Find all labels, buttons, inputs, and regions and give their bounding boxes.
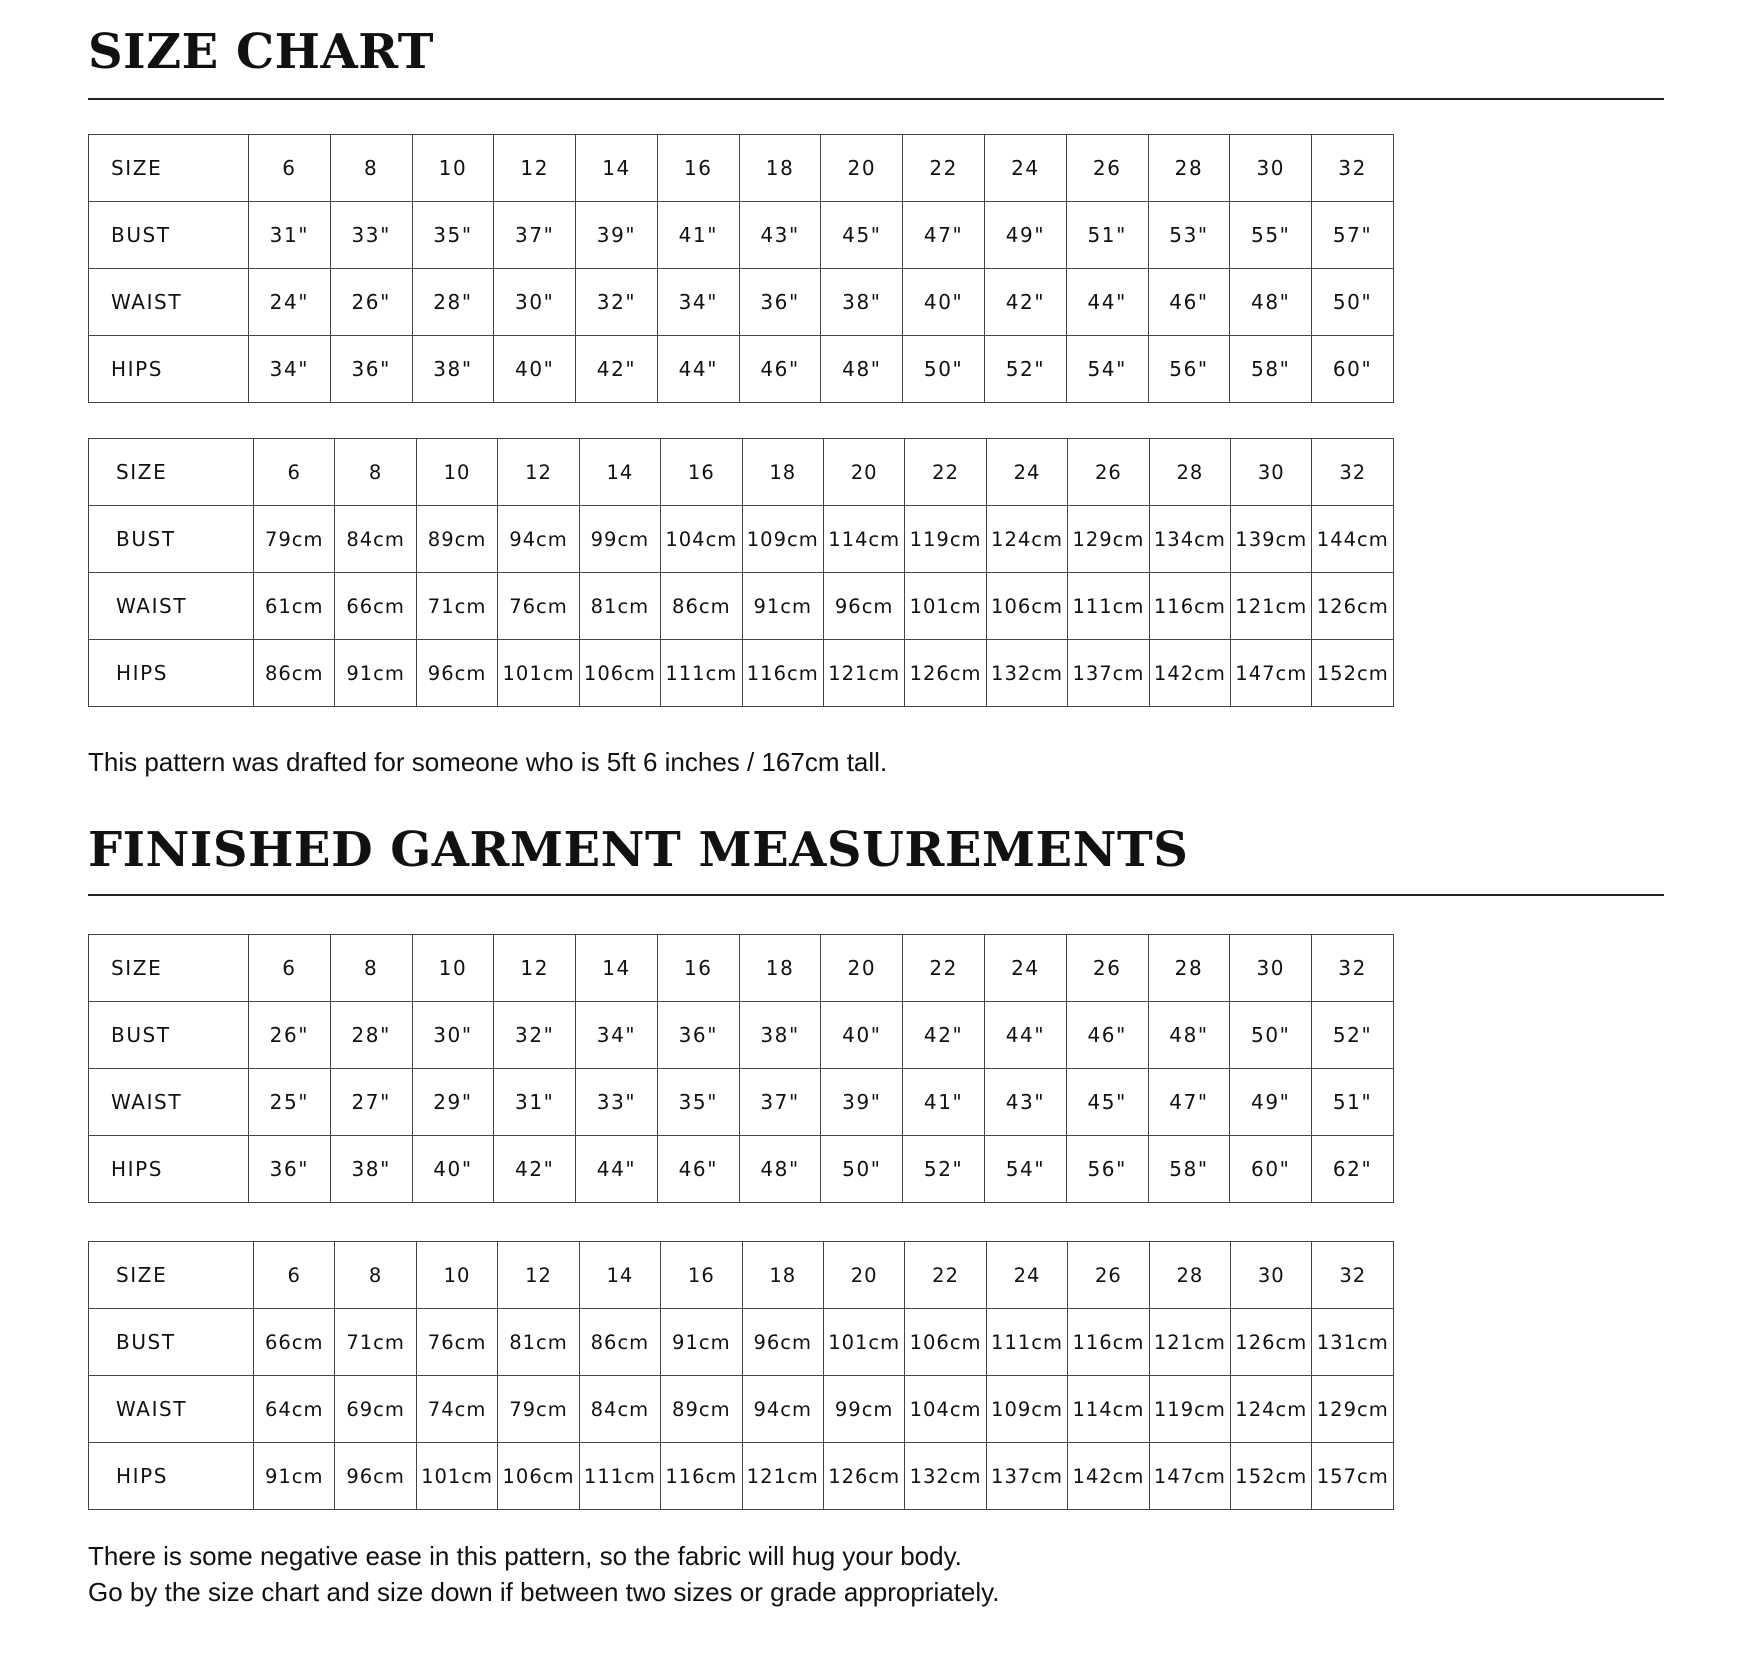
size-cell: 28	[1149, 1242, 1230, 1309]
measurement-row-bust	[89, 506, 1394, 573]
size-cell: 30	[1230, 135, 1312, 202]
measurement-cell: 109cm	[742, 506, 823, 573]
size-cell: 6	[249, 135, 331, 202]
row-label: WAIST	[89, 1376, 254, 1443]
size-cell: 10	[416, 439, 497, 506]
measurement-cell: 84cm	[579, 1376, 660, 1443]
measurement-cell: 119cm	[1149, 1376, 1230, 1443]
size-header-row	[89, 1242, 1394, 1309]
measurement-cell: 36"	[330, 336, 412, 403]
measurement-cell: 28"	[330, 1002, 412, 1069]
size-chart-inches-table	[88, 134, 1394, 403]
size-header-row	[89, 135, 1394, 202]
measurement-cell: 48"	[1148, 1002, 1230, 1069]
measurement-row-waist	[89, 1376, 1394, 1443]
measurement-cell: 106cm	[579, 640, 660, 707]
measurement-cell: 26"	[330, 269, 412, 336]
measurement-cell: 40"	[494, 336, 576, 403]
measurement-cell: 58"	[1148, 1136, 1230, 1203]
measurement-cell: 34"	[657, 269, 739, 336]
measurement-cell: 35"	[412, 202, 494, 269]
measurement-cell: 60"	[1312, 336, 1394, 403]
size-header-row	[89, 935, 1394, 1002]
measurement-cell: 31"	[494, 1069, 576, 1136]
measurement-cell: 81cm	[579, 573, 660, 640]
size-cell: 16	[657, 135, 739, 202]
size-cell: 24	[986, 439, 1067, 506]
size-cell: 30	[1231, 439, 1312, 506]
measurement-cell: 86cm	[661, 573, 742, 640]
measurement-cell: 114cm	[1068, 1376, 1149, 1443]
size-chart-title: SIZE CHART	[88, 24, 435, 80]
size-cell: 28	[1148, 135, 1230, 202]
measurement-cell: 50"	[821, 1136, 903, 1203]
measurement-row-hips	[89, 1443, 1394, 1510]
measurement-cell: 39"	[821, 1069, 903, 1136]
measurement-cell: 101cm	[823, 1309, 904, 1376]
measurement-cell: 126cm	[1312, 573, 1394, 640]
size-cell: 22	[905, 439, 986, 506]
measurement-cell: 66cm	[335, 573, 416, 640]
measurement-cell: 94cm	[742, 1376, 823, 1443]
measurement-cell: 50"	[903, 336, 985, 403]
measurement-cell: 48"	[821, 336, 903, 403]
measurement-cell: 114cm	[823, 506, 904, 573]
measurement-cell: 101cm	[416, 1443, 497, 1510]
measurement-cell: 29"	[412, 1069, 494, 1136]
measurement-cell: 91cm	[742, 573, 823, 640]
measurement-cell: 45"	[1066, 1069, 1148, 1136]
row-label: BUST	[89, 506, 254, 573]
row-label: WAIST	[89, 1069, 249, 1136]
measurement-cell: 124cm	[986, 506, 1067, 573]
measurement-cell: 43"	[985, 1069, 1067, 1136]
measurement-cell: 147cm	[1231, 640, 1312, 707]
measurement-cell: 126cm	[823, 1443, 904, 1510]
measurement-cell: 31"	[249, 202, 331, 269]
measurement-cell: 99cm	[823, 1376, 904, 1443]
measurement-cell: 35"	[657, 1069, 739, 1136]
measurement-cell: 109cm	[986, 1376, 1067, 1443]
measurement-cell: 60"	[1230, 1136, 1312, 1203]
size-cell: 20	[821, 935, 903, 1002]
measurement-cell: 101cm	[498, 640, 579, 707]
measurement-row-waist	[89, 269, 1394, 336]
finished-measurements-divider	[88, 894, 1664, 896]
measurement-cell: 33"	[330, 202, 412, 269]
measurement-cell: 32"	[576, 269, 658, 336]
measurement-cell: 124cm	[1231, 1376, 1312, 1443]
measurement-cell: 66cm	[254, 1309, 335, 1376]
measurement-cell: 33"	[576, 1069, 658, 1136]
row-label: HIPS	[89, 1136, 249, 1203]
size-chart-divider	[88, 98, 1664, 100]
measurement-cell: 30"	[494, 269, 576, 336]
measurement-row-hips	[89, 336, 1394, 403]
measurement-cell: 30"	[412, 1002, 494, 1069]
measurement-row-bust	[89, 202, 1394, 269]
size-cell: 8	[330, 935, 412, 1002]
measurement-cell: 42"	[494, 1136, 576, 1203]
size-cell: 8	[330, 135, 412, 202]
measurement-cell: 106cm	[498, 1443, 579, 1510]
size-chart-cm-table	[88, 438, 1394, 707]
measurement-cell: 116cm	[742, 640, 823, 707]
size-cell: 14	[579, 439, 660, 506]
measurement-cell: 37"	[494, 202, 576, 269]
size-cell: 28	[1149, 439, 1230, 506]
measurement-row-hips	[89, 640, 1394, 707]
measurement-cell: 34"	[576, 1002, 658, 1069]
measurement-cell: 40"	[412, 1136, 494, 1203]
measurement-cell: 106cm	[905, 1309, 986, 1376]
size-cell: 32	[1312, 1242, 1394, 1309]
measurement-cell: 104cm	[661, 506, 742, 573]
row-label: WAIST	[89, 573, 254, 640]
measurement-cell: 101cm	[905, 573, 986, 640]
measurement-cell: 91cm	[254, 1443, 335, 1510]
size-cell: 26	[1066, 935, 1148, 1002]
size-cell: 22	[903, 135, 985, 202]
measurement-cell: 50"	[1230, 1002, 1312, 1069]
measurement-cell: 53"	[1148, 202, 1230, 269]
measurement-cell: 44"	[576, 1136, 658, 1203]
measurement-cell: 142cm	[1149, 640, 1230, 707]
measurement-cell: 42"	[903, 1002, 985, 1069]
measurement-cell: 27"	[330, 1069, 412, 1136]
size-cell: 24	[986, 1242, 1067, 1309]
measurement-cell: 39"	[576, 202, 658, 269]
size-cell: 6	[254, 439, 335, 506]
measurement-cell: 32"	[494, 1002, 576, 1069]
size-cell: 20	[823, 1242, 904, 1309]
measurement-cell: 121cm	[742, 1443, 823, 1510]
measurement-cell: 121cm	[823, 640, 904, 707]
measurement-cell: 132cm	[986, 640, 1067, 707]
measurement-cell: 52"	[903, 1136, 985, 1203]
measurement-cell: 126cm	[1231, 1309, 1312, 1376]
measurement-cell: 44"	[657, 336, 739, 403]
measurement-cell: 129cm	[1312, 1376, 1394, 1443]
size-cell: 22	[905, 1242, 986, 1309]
size-cell: 12	[498, 439, 579, 506]
measurement-cell: 40"	[821, 1002, 903, 1069]
measurement-cell: 139cm	[1231, 506, 1312, 573]
measurement-cell: 56"	[1066, 1136, 1148, 1203]
measurement-cell: 79cm	[254, 506, 335, 573]
measurement-cell: 48"	[1230, 269, 1312, 336]
measurement-cell: 56"	[1148, 336, 1230, 403]
measurement-cell: 62"	[1312, 1136, 1394, 1203]
measurement-cell: 38"	[821, 269, 903, 336]
measurement-row-waist	[89, 573, 1394, 640]
size-header-row	[89, 439, 1394, 506]
measurement-cell: 44"	[985, 1002, 1067, 1069]
measurement-cell: 119cm	[905, 506, 986, 573]
measurement-cell: 142cm	[1068, 1443, 1149, 1510]
measurement-cell: 147cm	[1149, 1443, 1230, 1510]
measurement-cell: 116cm	[661, 1443, 742, 1510]
measurement-cell: 52"	[985, 336, 1067, 403]
measurement-cell: 36"	[657, 1002, 739, 1069]
size-cell: 20	[821, 135, 903, 202]
measurement-cell: 157cm	[1312, 1443, 1394, 1510]
measurement-cell: 104cm	[905, 1376, 986, 1443]
measurement-cell: 25"	[249, 1069, 331, 1136]
size-cell: 32	[1312, 439, 1394, 506]
size-cell: 12	[494, 135, 576, 202]
measurement-cell: 89cm	[661, 1376, 742, 1443]
measurement-cell: 116cm	[1149, 573, 1230, 640]
measurement-cell: 34"	[249, 336, 331, 403]
row-label: BUST	[89, 1309, 254, 1376]
size-cell: 30	[1230, 935, 1312, 1002]
measurement-cell: 121cm	[1149, 1309, 1230, 1376]
size-cell: 10	[416, 1242, 497, 1309]
measurement-cell: 57"	[1312, 202, 1394, 269]
size-cell: 8	[335, 1242, 416, 1309]
measurement-cell: 49"	[1230, 1069, 1312, 1136]
measurement-cell: 111cm	[1068, 573, 1149, 640]
measurement-cell: 86cm	[579, 1309, 660, 1376]
measurement-cell: 79cm	[498, 1376, 579, 1443]
measurement-row-bust	[89, 1309, 1394, 1376]
measurement-cell: 45"	[821, 202, 903, 269]
size-cell: 16	[657, 935, 739, 1002]
size-cell: 26	[1068, 439, 1149, 506]
measurement-cell: 91cm	[661, 1309, 742, 1376]
measurement-cell: 36"	[249, 1136, 331, 1203]
measurement-cell: 71cm	[335, 1309, 416, 1376]
measurement-cell: 111cm	[986, 1309, 1067, 1376]
measurement-cell: 86cm	[254, 640, 335, 707]
measurement-cell: 76cm	[498, 573, 579, 640]
measurement-cell: 43"	[739, 202, 821, 269]
row-label: BUST	[89, 1002, 249, 1069]
measurement-cell: 76cm	[416, 1309, 497, 1376]
measurement-cell: 61cm	[254, 573, 335, 640]
measurement-cell: 91cm	[335, 640, 416, 707]
measurement-cell: 96cm	[742, 1309, 823, 1376]
size-cell: 28	[1148, 935, 1230, 1002]
row-label: SIZE	[89, 935, 249, 1002]
size-cell: 14	[576, 935, 658, 1002]
measurement-cell: 42"	[985, 269, 1067, 336]
size-cell: 12	[494, 935, 576, 1002]
measurement-cell: 36"	[739, 269, 821, 336]
measurement-cell: 40"	[903, 269, 985, 336]
measurement-cell: 152cm	[1312, 640, 1394, 707]
finished-note-line-2: Go by the size chart and size down if between two sizes or grade appropriately.	[88, 1577, 1000, 1607]
measurement-cell: 51"	[1066, 202, 1148, 269]
size-cell: 16	[661, 439, 742, 506]
size-cell: 32	[1312, 135, 1394, 202]
size-cell: 24	[985, 935, 1067, 1002]
measurement-cell: 58"	[1230, 336, 1312, 403]
row-label: HIPS	[89, 640, 254, 707]
measurement-cell: 152cm	[1231, 1443, 1312, 1510]
measurement-cell: 38"	[412, 336, 494, 403]
row-label: HIPS	[89, 1443, 254, 1510]
row-label: HIPS	[89, 336, 249, 403]
finished-note-line-1: There is some negative ease in this pattern, so the fabric will hug your body.	[88, 1541, 962, 1571]
measurement-cell: 38"	[330, 1136, 412, 1203]
size-cell: 24	[985, 135, 1067, 202]
measurement-cell: 26"	[249, 1002, 331, 1069]
size-cell: 22	[903, 935, 985, 1002]
measurement-cell: 46"	[1066, 1002, 1148, 1069]
measurement-cell: 89cm	[416, 506, 497, 573]
row-label: SIZE	[89, 135, 249, 202]
measurement-cell: 96cm	[823, 573, 904, 640]
measurement-cell: 41"	[657, 202, 739, 269]
measurement-cell: 71cm	[416, 573, 497, 640]
size-cell: 12	[498, 1242, 579, 1309]
measurement-cell: 50"	[1312, 269, 1394, 336]
measurement-cell: 48"	[739, 1136, 821, 1203]
size-cell: 18	[742, 439, 823, 506]
size-cell: 6	[249, 935, 331, 1002]
size-cell: 6	[254, 1242, 335, 1309]
measurement-cell: 38"	[739, 1002, 821, 1069]
size-chart-note: This pattern was drafted for someone who is 5ft 6 inches / 167cm tall.	[88, 747, 888, 777]
size-cell: 18	[739, 935, 821, 1002]
measurement-cell: 132cm	[905, 1443, 986, 1510]
measurement-cell: 111cm	[579, 1443, 660, 1510]
measurement-row-waist	[89, 1069, 1394, 1136]
measurement-cell: 54"	[1066, 336, 1148, 403]
measurement-cell: 96cm	[335, 1443, 416, 1510]
size-cell: 18	[742, 1242, 823, 1309]
measurement-row-bust	[89, 1002, 1394, 1069]
measurement-cell: 47"	[903, 202, 985, 269]
size-cell: 18	[739, 135, 821, 202]
measurement-cell: 144cm	[1312, 506, 1394, 573]
measurement-cell: 47"	[1148, 1069, 1230, 1136]
measurement-cell: 94cm	[498, 506, 579, 573]
size-cell: 14	[576, 135, 658, 202]
measurement-cell: 46"	[657, 1136, 739, 1203]
measurement-cell: 64cm	[254, 1376, 335, 1443]
finished-inches-table	[88, 934, 1394, 1203]
measurement-cell: 131cm	[1312, 1309, 1394, 1376]
size-cell: 30	[1231, 1242, 1312, 1309]
measurement-cell: 111cm	[661, 640, 742, 707]
row-label: SIZE	[89, 439, 254, 506]
size-cell: 16	[661, 1242, 742, 1309]
measurement-cell: 134cm	[1149, 506, 1230, 573]
measurement-cell: 51"	[1312, 1069, 1394, 1136]
measurement-cell: 37"	[739, 1069, 821, 1136]
measurement-cell: 81cm	[498, 1309, 579, 1376]
size-cell: 26	[1068, 1242, 1149, 1309]
size-cell: 14	[579, 1242, 660, 1309]
measurement-cell: 41"	[903, 1069, 985, 1136]
measurement-cell: 52"	[1312, 1002, 1394, 1069]
measurement-cell: 55"	[1230, 202, 1312, 269]
row-label: SIZE	[89, 1242, 254, 1309]
measurement-cell: 42"	[576, 336, 658, 403]
finished-cm-table	[88, 1241, 1394, 1510]
measurement-cell: 74cm	[416, 1376, 497, 1443]
measurement-cell: 137cm	[1068, 640, 1149, 707]
measurement-cell: 46"	[1148, 269, 1230, 336]
measurement-cell: 137cm	[986, 1443, 1067, 1510]
measurement-cell: 121cm	[1231, 573, 1312, 640]
row-label: BUST	[89, 202, 249, 269]
finished-measurements-title: FINISHED GARMENT MEASUREMENTS	[88, 822, 1189, 878]
measurement-cell: 106cm	[986, 573, 1067, 640]
measurement-cell: 28"	[412, 269, 494, 336]
measurement-cell: 129cm	[1068, 506, 1149, 573]
measurement-cell: 69cm	[335, 1376, 416, 1443]
size-cell: 32	[1312, 935, 1394, 1002]
row-label: WAIST	[89, 269, 249, 336]
measurement-cell: 126cm	[905, 640, 986, 707]
measurement-cell: 44"	[1066, 269, 1148, 336]
measurement-cell: 96cm	[416, 640, 497, 707]
measurement-cell: 24"	[249, 269, 331, 336]
measurement-cell: 49"	[985, 202, 1067, 269]
size-cell: 20	[823, 439, 904, 506]
size-cell: 10	[412, 135, 494, 202]
measurement-cell: 99cm	[579, 506, 660, 573]
size-cell: 10	[412, 935, 494, 1002]
measurement-cell: 46"	[739, 336, 821, 403]
measurement-row-hips	[89, 1136, 1394, 1203]
size-cell: 26	[1066, 135, 1148, 202]
size-cell: 8	[335, 439, 416, 506]
measurement-cell: 54"	[985, 1136, 1067, 1203]
measurement-cell: 84cm	[335, 506, 416, 573]
measurement-cell: 116cm	[1068, 1309, 1149, 1376]
